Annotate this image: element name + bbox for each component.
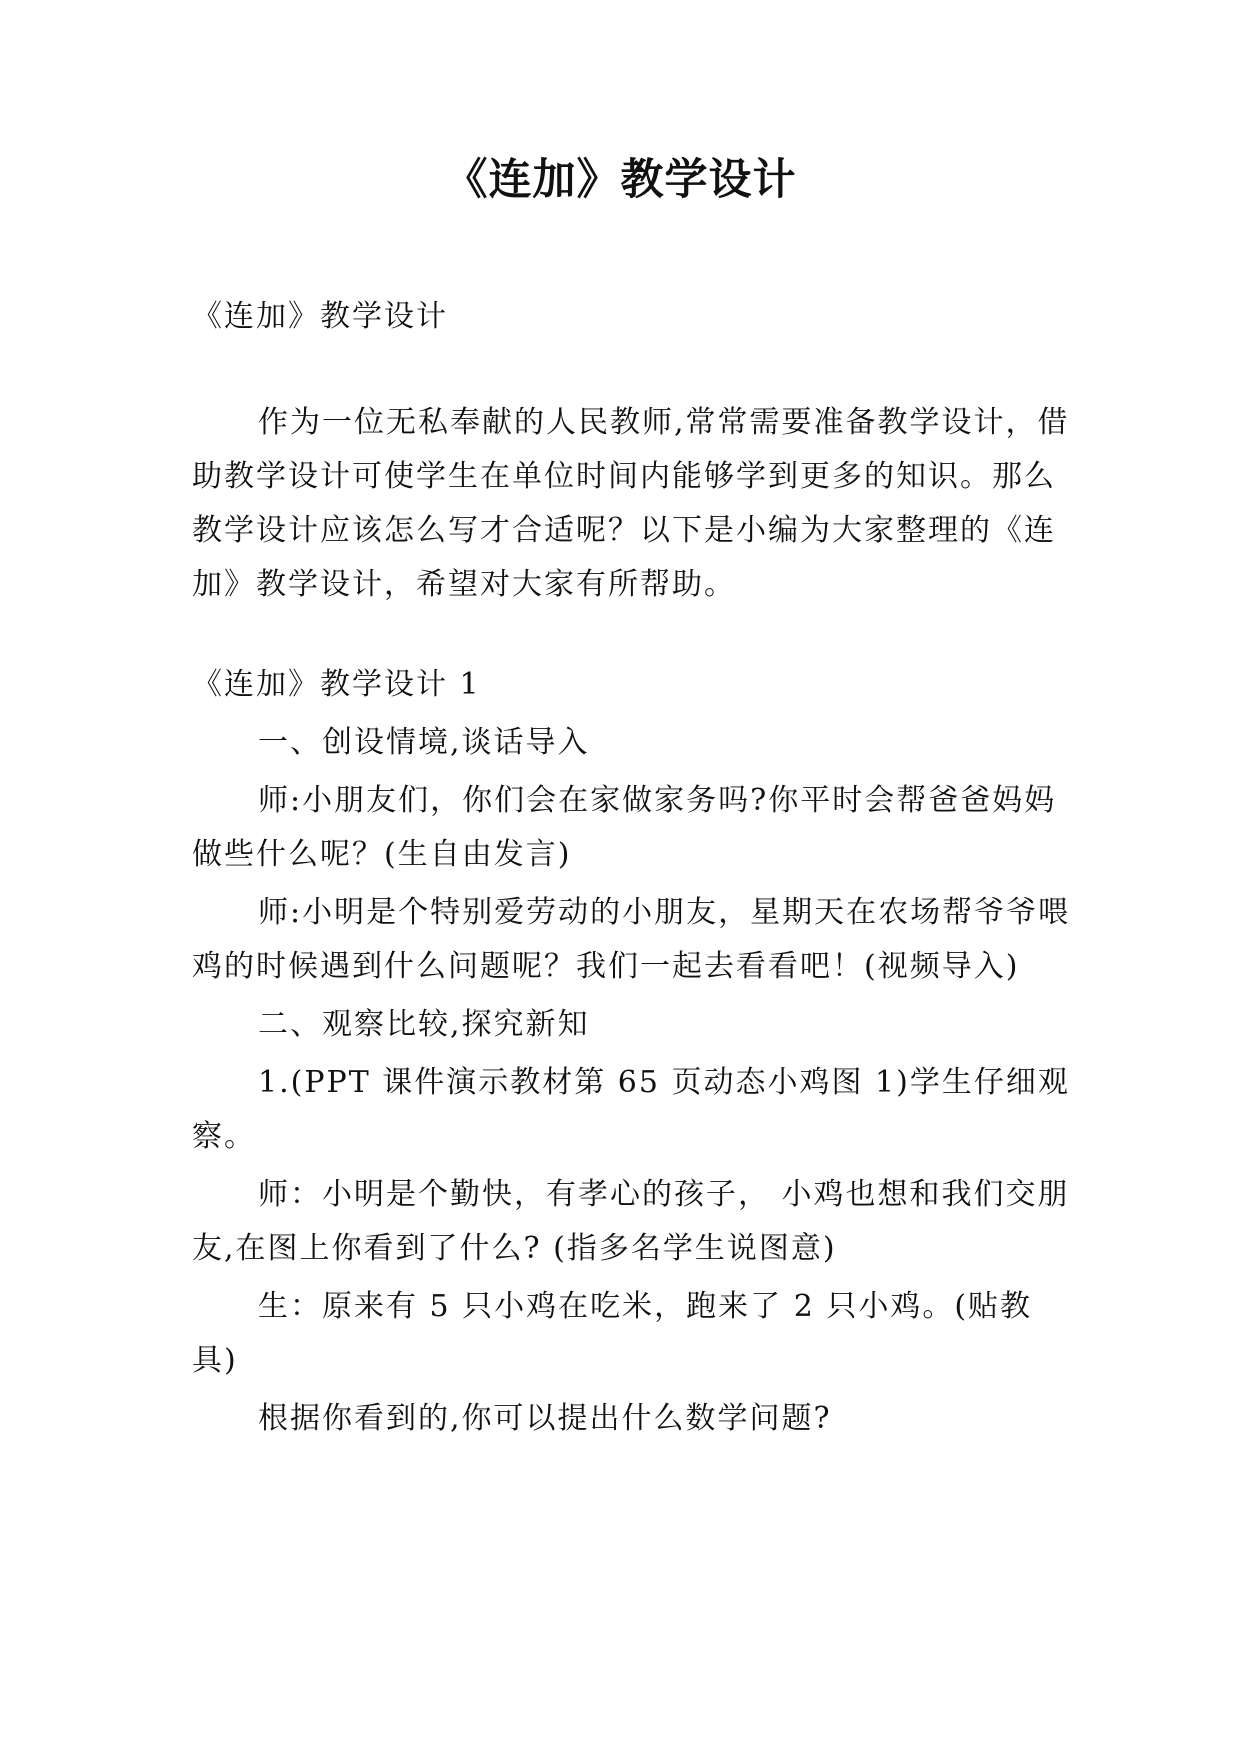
- paragraph-5: 1.(PPT 课件演示教材第 65 页动态小鸡图 1)学生仔细观察。: [192, 1065, 1070, 1154]
- intro-paragraph: 作为一位无私奉献的人民教师,常常需要准备教学设计，借助教学设计可使学生在单位时间内能够学到更多的知识。那么教学设计应该怎么写才合适呢？以下是小编为大家整理的《连加》教学设计，希望对大家有所帮助。: [192, 405, 1070, 602]
- document-body: [192, 290, 1072, 1446]
- paragraph-3: 师:小明是个特别爱劳动的小朋友，星期天在农场帮爷爷喂鸡的时候遇到什么问题呢？我们一起去看看吧！(视频导入): [192, 895, 1071, 984]
- paragraph-2: 师:小朋友们，你们会在家做家务吗?你平时会帮爸爸妈妈做些什么呢？(生自由发言): [192, 783, 1057, 872]
- section-heading: 《连加》教学设计 1: [192, 667, 481, 702]
- document-subtitle: 《连加》教学设计: [192, 299, 448, 334]
- paragraph-6: 师：小明是个勤快，有孝心的孩子， 小鸡也想和我们交朋友,在图上你看到了什么? (指多名学生说图意): [192, 1177, 1070, 1266]
- paragraph-1: 一、创设情境,谈话导入: [258, 725, 590, 760]
- paragraph-7: 生：原来有 5 只小鸡在吃米，跑来了 2 只小鸡。(贴教具): [192, 1289, 1033, 1378]
- paragraph-4: 二、观察比较,探究新知: [258, 1007, 590, 1042]
- paragraph-8: 根据你看到的,你可以提出什么数学问题?: [258, 1401, 832, 1436]
- page-title: 《连加》教学设计: [444, 155, 797, 205]
